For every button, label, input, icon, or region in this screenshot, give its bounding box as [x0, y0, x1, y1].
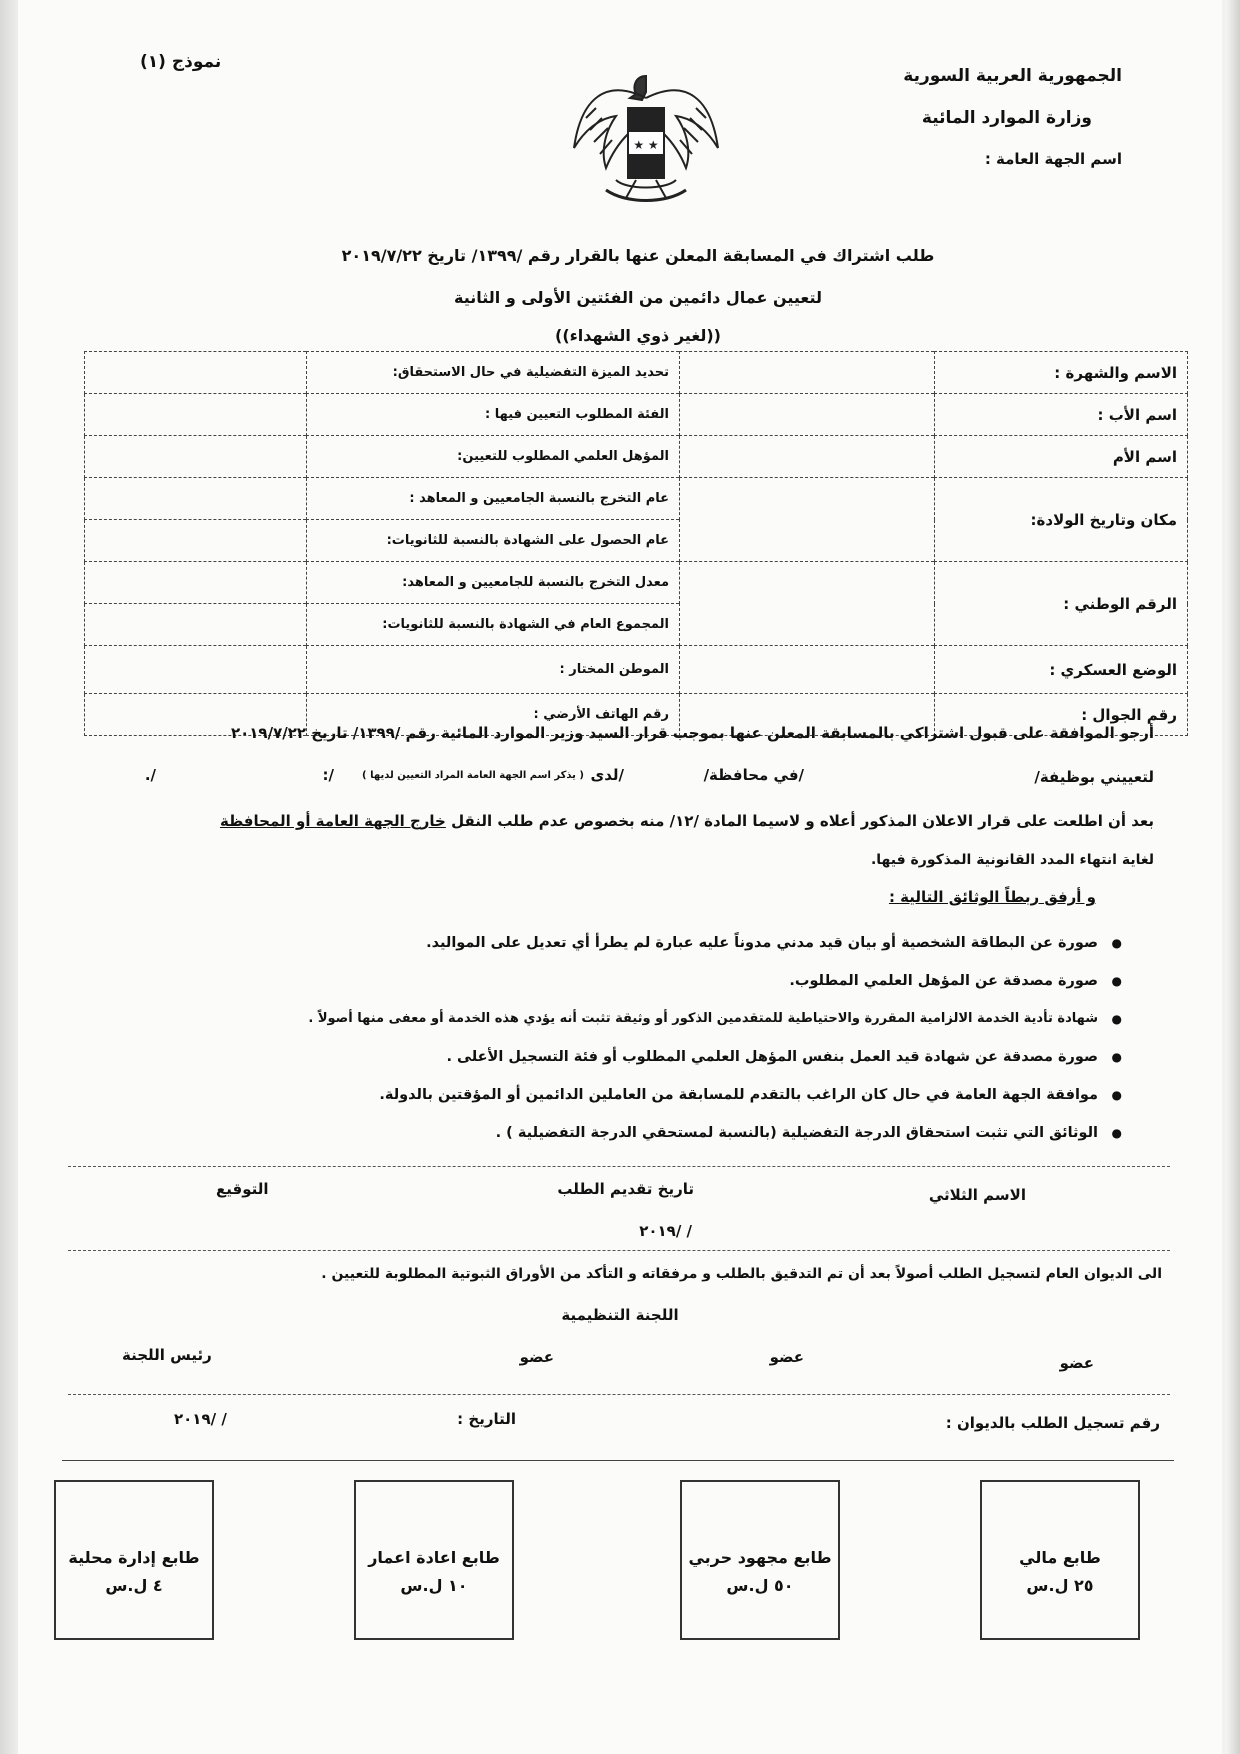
- divider: [62, 1460, 1174, 1461]
- military-status-field[interactable]: [680, 646, 935, 694]
- full-name-label: الاسم الثلاثي: [928, 1186, 1026, 1204]
- list-item: ● صورة مصدقة عن المؤهل العلمي المطلوب.: [82, 962, 1122, 1000]
- graduation-year-label: عام التخرج بالنسبة الجامعيين و المعاهد :: [307, 478, 680, 520]
- birth-field[interactable]: [680, 478, 935, 562]
- attachments-heading: و أرفق ربطاً الوثائق التالية :: [888, 888, 1096, 906]
- documents-list: [82, 924, 1122, 1152]
- member-label: عضو: [1059, 1354, 1094, 1372]
- table-row: [85, 352, 1188, 394]
- military-status-label: الوضع العسكري :: [935, 646, 1188, 694]
- stamp-value: ٥٠ ل.س: [726, 1576, 794, 1595]
- table-row: [85, 646, 1188, 694]
- entity-label: اسم الجهة العامة :: [984, 150, 1122, 168]
- stamp-value: ٢٥ ل.س: [1026, 1576, 1094, 1595]
- qualification-label: المؤهل العلمي المطلوب للتعيين:: [307, 436, 680, 478]
- list-item: ● صورة عن البطاقة الشخصية أو بيان قيد مدني مدوناً عليه عبارة لم يطرأ أي تعديل على المواليد.: [82, 924, 1122, 962]
- table-row: [85, 436, 1188, 478]
- svg-text:★ ★: ★ ★: [633, 138, 659, 152]
- stamp-name: طابع مالي: [1019, 1548, 1101, 1567]
- mother-name-label: اسم الأم: [935, 436, 1188, 478]
- list-item: ● موافقة الجهة العامة في حال كان الراغب بالتقدم للمسابقة من العاملين الدائمين أو المؤقتين بالدولة.: [82, 1076, 1122, 1114]
- category-field[interactable]: [85, 394, 307, 436]
- divider: [68, 1250, 1170, 1251]
- certificate-total-field[interactable]: [85, 604, 307, 646]
- graduation-average-label: معدل التخرج بالنسبة للجامعيين و المعاهد:: [307, 562, 680, 604]
- member-label: عضو: [519, 1348, 554, 1366]
- certificate-total-label: المجموع العام في الشهادة بالنسبة للثانويات:: [307, 604, 680, 646]
- list-item: ● الوثائق التي تثبت استحقاق الدرجة التفضيلية (بالنسبة لمستحقي الدرجة التفضيلية ) .: [82, 1114, 1122, 1152]
- category-label: الفئة المطلوب التعيين فيها :: [307, 394, 680, 436]
- stamp-name: طابع إدارة محلية: [68, 1548, 200, 1567]
- certificate-year-field[interactable]: [85, 520, 307, 562]
- applicant-info-table: [84, 351, 1188, 736]
- mobile-label: رقم الجوال :: [935, 694, 1188, 736]
- signature-label: التوقيع: [216, 1180, 269, 1198]
- graduation-year-field[interactable]: [85, 478, 307, 520]
- national-id-label: الرقم الوطني :: [935, 562, 1188, 646]
- stamp-value: ٤ ل.س: [105, 1576, 163, 1595]
- stamp-name: طابع اعادة اعمار: [368, 1548, 500, 1567]
- model-number: نموذج (١): [140, 52, 222, 72]
- scan-edge-right: [1226, 0, 1240, 1754]
- stamp-box: [980, 1480, 1140, 1640]
- awareness-text: بعد أن اطلعت على قرار الاعلان المذكور أعلاه و لاسيما المادة /١٢/ منه بخصوص عدم طلب النقل: [451, 812, 1154, 830]
- stamp-name: طابع مجهود حربي: [688, 1548, 832, 1567]
- stamp-value: ١٠ ل.س: [400, 1576, 468, 1595]
- form-category: ((لغير ذوي الشهداء)): [555, 326, 721, 345]
- eagle-emblem-icon: [566, 58, 726, 208]
- awareness-underlined: خارج الجهة العامة أو المحافظة: [219, 812, 446, 830]
- preference-field[interactable]: [85, 352, 307, 394]
- list-item: ● صورة مصدقة عن شهادة قيد العمل بنفس المؤهل العلمي المطلوب أو فئة التسجيل الأعلى .: [82, 1038, 1122, 1076]
- table-row: [85, 562, 1188, 604]
- stamp-box: [354, 1480, 514, 1640]
- submit-date-value: / /٢٠١٩: [639, 1222, 692, 1240]
- birth-label: مكان وتاريخ الولادة:: [935, 478, 1188, 562]
- governorate-label: /في محافظة/: [703, 766, 804, 784]
- member-label: عضو: [769, 1348, 804, 1366]
- home-label: الموطن المختار :: [307, 646, 680, 694]
- landline-label: رقم الهاتف الأرضي :: [307, 694, 680, 736]
- job-label: لتعييني بوظيفة/: [1034, 768, 1154, 786]
- table-row: [85, 394, 1188, 436]
- list-item: ● شهادة تأدية الخدمة الالزامية المقررة والاحتياطية للمتقدمين الذكور أو وثيقة تثبت أنه يؤدي هذه الخدمة أو معفى منها أصولاً .: [82, 1000, 1122, 1038]
- office-instruction: الى الديوان العام لتسجيل الطلب أصولاً بعد أن تم التدقيق بالطلب و مرفقاته و التأكد من الأوراق الثبوتية المطلوبة للتعيين .: [321, 1266, 1162, 1282]
- entity-to-label: /لدى: [590, 766, 624, 784]
- ministry-name: وزارة الموارد المائية: [921, 108, 1092, 128]
- national-id-field[interactable]: [680, 562, 935, 646]
- line-end-mark: /.: [144, 766, 156, 784]
- country-name: الجمهورية العربية السورية: [903, 66, 1122, 86]
- committee-title: اللجنة التنظيمية: [561, 1306, 679, 1324]
- awareness-continuation: لغاية انتهاء المدد القانونية المذكورة فيها.: [870, 852, 1154, 868]
- form-subtitle: لتعيين عمال دائمين من الفئتين الأولى و الثانية: [454, 288, 822, 307]
- graduation-average-field[interactable]: [85, 562, 307, 604]
- mother-name-field[interactable]: [680, 436, 935, 478]
- home-field[interactable]: [85, 646, 307, 694]
- committee-head-label: رئيس اللجنة: [122, 1346, 212, 1364]
- name-label: الاسم والشهرة :: [935, 352, 1188, 394]
- submit-date-label: تاريخ تقديم الطلب: [557, 1180, 694, 1198]
- divider: [68, 1394, 1170, 1395]
- entity-note: ( يذكر اسم الجهة العامة المراد التعيين لديها ): [362, 770, 584, 781]
- registration-number-label: رقم تسجيل الطلب بالديوان :: [945, 1414, 1160, 1432]
- father-name-label: اسم الأب :: [935, 394, 1188, 436]
- form-page: [18, 0, 1222, 1754]
- qualification-field[interactable]: [85, 436, 307, 478]
- awareness-line: [220, 812, 1154, 830]
- preference-label: تحديد الميزة التفضيلية في حال الاستحقاق:: [307, 352, 680, 394]
- father-name-field[interactable]: [680, 394, 935, 436]
- registration-date-label: التاريخ :: [457, 1410, 516, 1428]
- entity-end-mark: /:: [322, 766, 334, 784]
- stamp-box: [680, 1480, 840, 1640]
- request-paragraph: أرجو الموافقة على قبول اشتراكي بالمسابقة المعلن عنها بموجب قرار السيد وزير الموارد المائية رقم /١٣٩٩/ تاريخ ٢٠١٩/٧/٢٢: [230, 724, 1154, 742]
- table-row: [85, 478, 1188, 520]
- form-title: طلب اشتراك في المسابقة المعلن عنها بالقرار رقم /١٣٩٩/ تاريخ ٢٠١٩/٧/٢٢: [341, 246, 935, 265]
- certificate-year-label: عام الحصول على الشهادة بالنسبة للثانويات:: [307, 520, 680, 562]
- stamp-box: [54, 1480, 214, 1640]
- registration-date-value: / /٢٠١٩: [174, 1410, 227, 1428]
- name-field[interactable]: [680, 352, 935, 394]
- divider: [68, 1166, 1170, 1167]
